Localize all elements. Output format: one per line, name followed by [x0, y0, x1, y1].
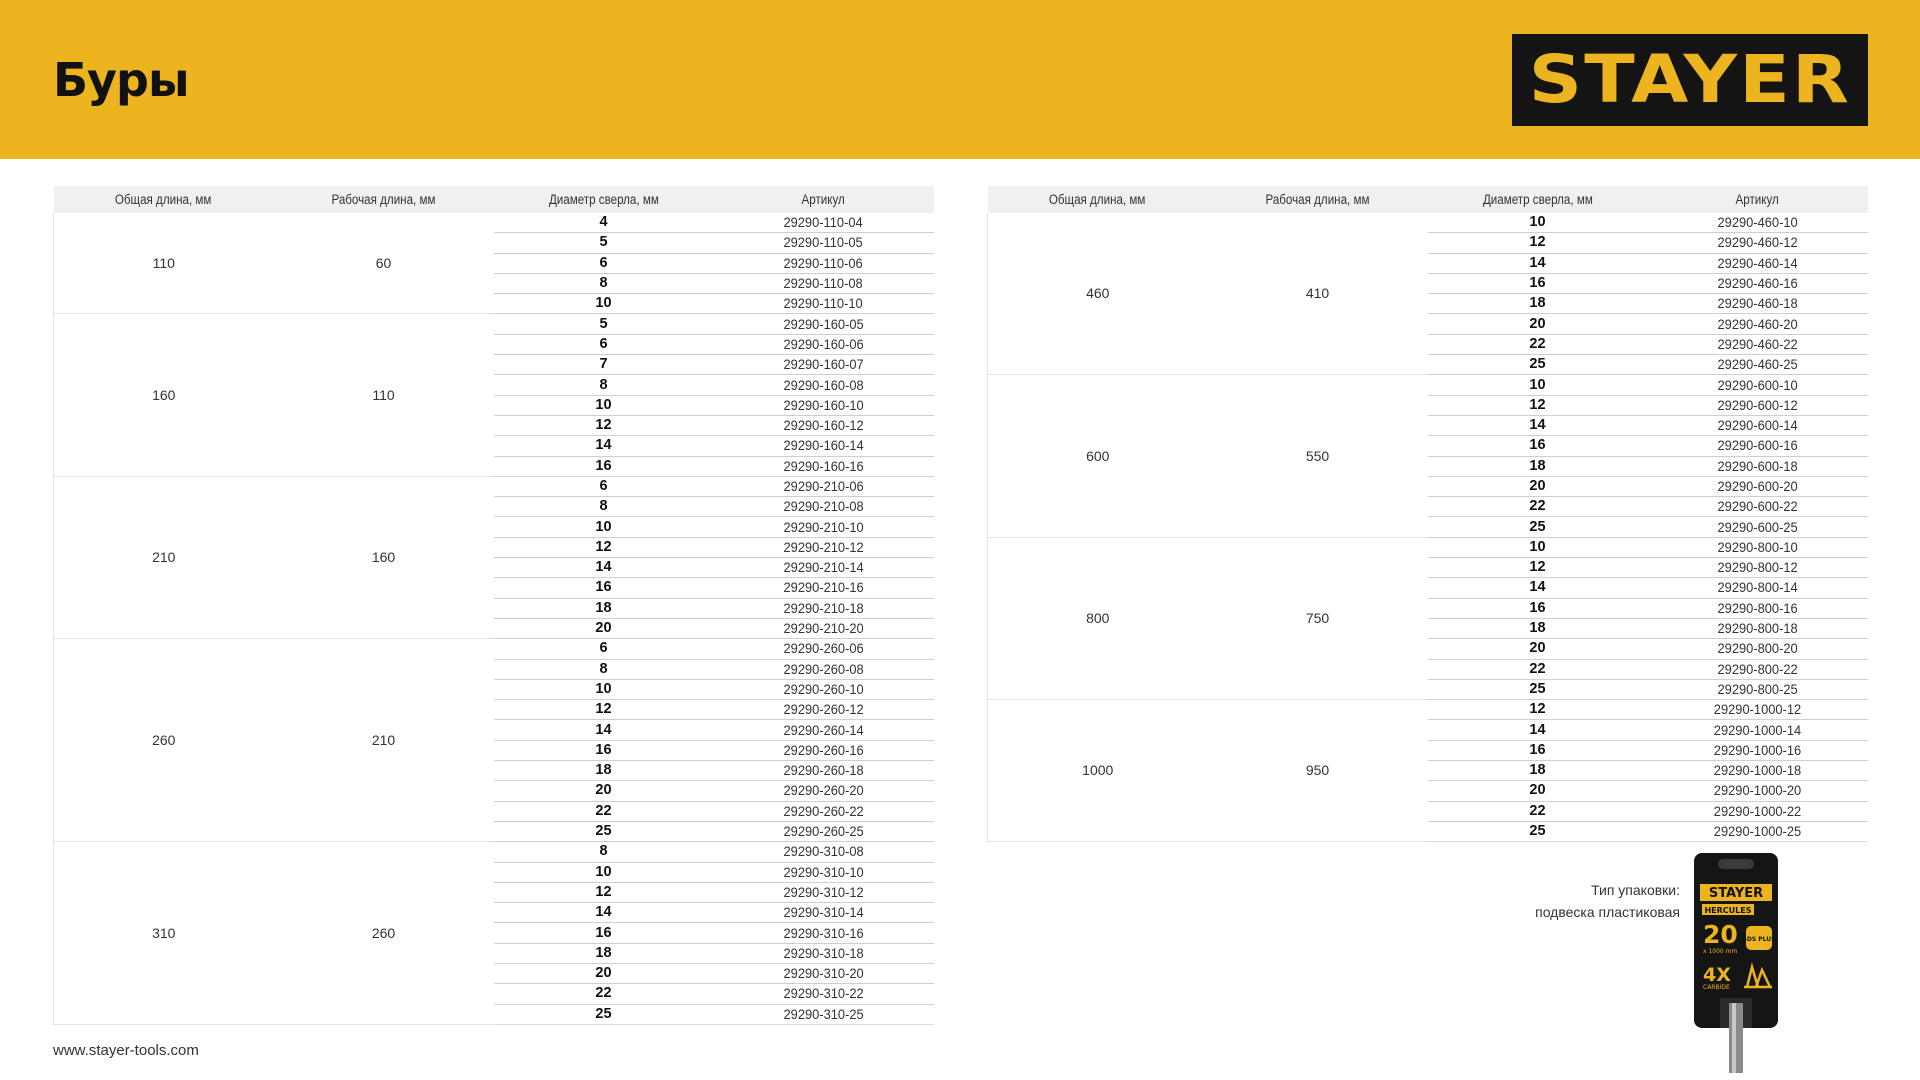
diameter-cell: 16: [1428, 436, 1648, 456]
diameter-cell: 8: [494, 375, 714, 395]
column-header-total-length: Общая длина, мм: [988, 186, 1208, 213]
diameter-cell: 10: [494, 517, 714, 537]
article-cell: [714, 679, 934, 699]
diameter-cell: 14: [1428, 578, 1648, 598]
article-number: 29290-460-14: [1717, 254, 1798, 271]
diameter-cell: 8: [494, 497, 714, 517]
article-cell: [1648, 700, 1868, 720]
article-cell: [1648, 273, 1868, 293]
package-brand-text: STAYER: [1708, 886, 1764, 901]
article-cell: [1648, 436, 1868, 456]
diameter-cell: 14: [494, 436, 714, 456]
package-length-text: x 1000 mm: [1703, 948, 1738, 955]
brand-logo-text: STAYER: [1528, 41, 1852, 118]
working-length-cell: 60: [274, 213, 494, 314]
article-number: 29290-800-10: [1717, 538, 1798, 555]
article-number: 29290-460-25: [1717, 356, 1798, 373]
article-number: 29290-460-12: [1717, 234, 1798, 251]
article-number: 29290-310-22: [783, 985, 864, 1002]
diameter-cell: 12: [1428, 558, 1648, 578]
article-cell: [714, 456, 934, 476]
article-cell: [1648, 355, 1868, 375]
article-number: 29290-800-22: [1717, 660, 1798, 677]
article-cell: [1648, 375, 1868, 395]
table-row: [988, 213, 1868, 233]
working-length-cell: 550: [1208, 375, 1428, 537]
article-number: 29290-1000-18: [1713, 762, 1802, 779]
article-number: 29290-310-14: [783, 904, 864, 921]
diameter-cell: 12: [494, 700, 714, 720]
article-number: 29290-160-08: [783, 376, 864, 393]
article-cell: [714, 537, 934, 557]
diameter-cell: 14: [1428, 415, 1648, 435]
article-number: 29290-260-20: [783, 782, 864, 799]
article-cell: [1648, 801, 1868, 821]
article-number: 29290-210-10: [783, 518, 864, 535]
total-length-cell: 210: [54, 476, 274, 638]
article-cell: [714, 882, 934, 902]
article-cell: [1648, 821, 1868, 841]
working-length-cell: 750: [1208, 537, 1428, 699]
diameter-cell: 12: [494, 415, 714, 435]
diameter-cell: 25: [1428, 517, 1648, 537]
article-cell: [1648, 476, 1868, 496]
article-cell: [714, 334, 934, 354]
diameter-cell: 25: [494, 821, 714, 841]
diameter-cell: 18: [1428, 761, 1648, 781]
diameter-cell: 20: [494, 781, 714, 801]
diameter-cell: 10: [494, 395, 714, 415]
article-number: 29290-260-12: [783, 701, 864, 718]
article-number: 29290-260-10: [783, 680, 864, 697]
diameter-cell: 14: [494, 903, 714, 923]
article-cell: [714, 1004, 934, 1024]
table-row: [54, 213, 934, 233]
diameter-cell: 22: [494, 984, 714, 1004]
article-cell: [714, 821, 934, 841]
article-cell: [714, 375, 934, 395]
article-number: 29290-800-20: [1717, 640, 1798, 657]
article-cell: [1648, 415, 1868, 435]
working-length-cell: 210: [274, 639, 494, 842]
article-number: 29290-260-22: [783, 802, 864, 819]
article-cell: [714, 659, 934, 679]
blister-package-image: [1692, 853, 1780, 1073]
diameter-cell: 20: [1428, 314, 1648, 334]
article-cell: [1648, 781, 1868, 801]
packaging-type-title: Тип упаковки:: [1591, 882, 1680, 898]
article-number: 29290-1000-22: [1713, 802, 1802, 819]
diameter-cell: 5: [494, 233, 714, 253]
article-cell: [714, 903, 934, 923]
diameter-cell: 12: [1428, 233, 1648, 253]
article-cell: [1648, 456, 1868, 476]
diameter-cell: 16: [1428, 273, 1648, 293]
article-number: 29290-600-22: [1717, 498, 1798, 515]
article-number: 29290-110-05: [783, 234, 864, 251]
article-cell: [1648, 497, 1868, 517]
column-header-working-length: Рабочая длина, мм: [1208, 186, 1428, 213]
article-cell: [714, 415, 934, 435]
article-cell: [714, 314, 934, 334]
article-number: 29290-600-16: [1717, 437, 1798, 454]
article-cell: [714, 476, 934, 496]
article-cell: [1648, 740, 1868, 760]
diameter-cell: 4: [494, 213, 714, 233]
header-banner: [0, 0, 1920, 159]
diameter-cell: 8: [494, 273, 714, 293]
working-length-cell: 950: [1208, 700, 1428, 842]
article-number: 29290-310-12: [783, 883, 864, 900]
diameter-cell: 10: [1428, 213, 1648, 233]
article-cell: [1648, 314, 1868, 334]
diameter-cell: 20: [1428, 639, 1648, 659]
diameter-cell: 10: [494, 862, 714, 882]
article-cell: [714, 558, 934, 578]
working-length-cell: 110: [274, 314, 494, 476]
article-cell: [1648, 659, 1868, 679]
article-cell: [714, 497, 934, 517]
article-number: 29290-600-10: [1717, 376, 1798, 393]
article-number: 29290-460-16: [1717, 275, 1798, 292]
package-shank-text: SDS PLUS: [1742, 936, 1776, 943]
diameter-cell: 8: [494, 659, 714, 679]
article-number: 29290-600-20: [1717, 478, 1798, 494]
column-header-diameter: Диаметр сверла, мм: [1428, 186, 1648, 213]
total-length-cell: 110: [54, 213, 274, 314]
working-length-cell: 410: [1208, 213, 1428, 375]
diameter-cell: 18: [1428, 294, 1648, 314]
table-row: [54, 476, 934, 496]
article-cell: [1648, 618, 1868, 638]
diameter-cell: 18: [494, 598, 714, 618]
packaging-type-value: подвеска пластиковая: [1535, 904, 1680, 920]
working-length-cell: 160: [274, 476, 494, 638]
diameter-cell: 22: [1428, 801, 1648, 821]
hang-hole: [1718, 859, 1754, 869]
diameter-cell: 25: [494, 1004, 714, 1024]
diameter-cell: 22: [1428, 497, 1648, 517]
article-cell: [1648, 679, 1868, 699]
drill-spec-table-left: [53, 186, 934, 1025]
table-row: [54, 639, 934, 659]
article-cell: [714, 984, 934, 1004]
article-number: 29290-160-14: [783, 437, 864, 454]
article-number: 29290-310-10: [783, 863, 864, 880]
article-number: 29290-110-06: [783, 254, 864, 271]
article-cell: [714, 801, 934, 821]
diameter-cell: 14: [1428, 720, 1648, 740]
article-cell: [714, 700, 934, 720]
article-number: 29290-800-14: [1717, 579, 1798, 596]
total-length-cell: 800: [988, 537, 1208, 699]
article-number: 29290-110-08: [783, 275, 864, 292]
article-number: 29290-210-20: [783, 620, 864, 637]
article-cell: [714, 943, 934, 963]
drill-shank-highlight: [1732, 1003, 1736, 1073]
diameter-cell: 16: [1428, 740, 1648, 760]
packaging-type-label: [1480, 879, 1680, 923]
diameter-cell: 20: [494, 963, 714, 983]
total-length-cell: 600: [988, 375, 1208, 537]
diameter-cell: 18: [1428, 618, 1648, 638]
article-number: 29290-310-18: [783, 944, 864, 961]
article-cell: [1648, 253, 1868, 273]
article-number: 29290-160-07: [783, 356, 864, 373]
article-cell: [1648, 598, 1868, 618]
diameter-cell: 12: [494, 882, 714, 902]
article-number: 29290-260-16: [783, 741, 864, 758]
total-length-cell: 1000: [988, 700, 1208, 842]
article-cell: [714, 517, 934, 537]
article-cell: [1648, 294, 1868, 314]
article-number: 29290-260-08: [783, 660, 864, 677]
diameter-cell: 18: [1428, 456, 1648, 476]
table-row: [988, 537, 1868, 557]
diameter-cell: 22: [1428, 334, 1648, 354]
article-cell: [714, 355, 934, 375]
article-cell: [714, 740, 934, 760]
table-row: [988, 700, 1868, 720]
article-number: 29290-460-18: [1717, 295, 1798, 312]
article-cell: [714, 618, 934, 638]
article-cell: [1648, 233, 1868, 253]
article-number: 29290-260-25: [783, 823, 864, 840]
article-number: 29290-210-08: [783, 498, 864, 515]
table-row: [988, 375, 1868, 395]
package-cutters-text: 4X: [1703, 964, 1731, 986]
article-number: 29290-1000-25: [1713, 823, 1802, 840]
article-number: 29290-310-25: [783, 1005, 864, 1022]
article-cell: [1648, 578, 1868, 598]
article-cell: [714, 842, 934, 862]
article-cell: [714, 253, 934, 273]
column-header-diameter: Диаметр сверла, мм: [494, 186, 714, 213]
article-number: 29290-210-18: [783, 599, 864, 616]
diameter-cell: 18: [494, 761, 714, 781]
diameter-cell: 20: [1428, 476, 1648, 496]
article-cell: [714, 436, 934, 456]
article-cell: [1648, 213, 1868, 233]
table-row: [54, 842, 934, 862]
article-number: 29290-460-22: [1717, 335, 1798, 352]
diameter-cell: 10: [494, 294, 714, 314]
package-carbide-text: CARBIDE: [1703, 984, 1730, 991]
article-number: 29290-600-12: [1717, 396, 1798, 413]
table-header-row: [54, 186, 934, 213]
article-cell: [714, 273, 934, 293]
article-number: 29290-310-20: [783, 965, 864, 982]
article-cell: [714, 233, 934, 253]
article-number: 29290-800-25: [1717, 680, 1798, 697]
diameter-cell: 10: [1428, 375, 1648, 395]
diameter-cell: 20: [494, 618, 714, 638]
article-cell: [1648, 537, 1868, 557]
article-cell: [714, 213, 934, 233]
diameter-cell: 16: [494, 923, 714, 943]
diameter-cell: 12: [1428, 395, 1648, 415]
diameter-cell: 6: [494, 334, 714, 354]
package-series-text: HERCULES: [1704, 906, 1752, 915]
article-cell: [714, 578, 934, 598]
article-number: 29290-310-08: [783, 843, 864, 860]
total-length-cell: 160: [54, 314, 274, 476]
article-number: 29290-160-05: [783, 315, 864, 332]
article-number: 29290-800-18: [1717, 620, 1798, 637]
article-number: 29290-600-25: [1717, 518, 1798, 535]
article-number: 29290-1000-16: [1713, 741, 1802, 758]
article-cell: [1648, 517, 1868, 537]
article-cell: [714, 598, 934, 618]
article-cell: [714, 781, 934, 801]
article-number: 29290-1000-20: [1713, 782, 1802, 799]
article-cell: [714, 963, 934, 983]
article-cell: [1648, 334, 1868, 354]
article-number: 29290-160-10: [783, 396, 864, 413]
diameter-cell: 12: [1428, 700, 1648, 720]
diameter-cell: 6: [494, 253, 714, 273]
total-length-cell: 310: [54, 842, 274, 1025]
diameter-cell: 6: [494, 639, 714, 659]
diameter-cell: 14: [494, 558, 714, 578]
article-number: 29290-600-18: [1717, 457, 1798, 474]
column-header-article: Артикул: [714, 186, 934, 213]
diameter-cell: 12: [494, 537, 714, 557]
article-number: 29290-210-12: [783, 538, 864, 555]
total-length-cell: 260: [54, 639, 274, 842]
diameter-cell: 7: [494, 355, 714, 375]
working-length-cell: 260: [274, 842, 494, 1025]
table-header-row: [988, 186, 1868, 213]
diameter-cell: 6: [494, 476, 714, 496]
total-length-cell: 460: [988, 213, 1208, 375]
article-number: 29290-1000-14: [1713, 721, 1802, 738]
article-number: 29290-460-20: [1717, 315, 1798, 332]
article-cell: [714, 761, 934, 781]
article-cell: [1648, 395, 1868, 415]
diameter-cell: 14: [1428, 253, 1648, 273]
article-number: 29290-1000-12: [1713, 701, 1802, 718]
diameter-cell: 25: [1428, 355, 1648, 375]
article-number: 29290-260-14: [783, 721, 864, 738]
article-number: 29290-210-14: [783, 559, 864, 576]
diameter-cell: 18: [494, 943, 714, 963]
article-number: 29290-800-16: [1717, 599, 1798, 616]
diameter-cell: 16: [494, 456, 714, 476]
article-number: 29290-310-16: [783, 924, 864, 941]
diameter-cell: 16: [494, 740, 714, 760]
diameter-cell: 10: [1428, 537, 1648, 557]
article-number: 29290-600-14: [1717, 417, 1798, 434]
diameter-cell: 22: [494, 801, 714, 821]
article-number: 29290-110-04: [783, 214, 864, 231]
article-cell: [1648, 639, 1868, 659]
article-cell: [714, 923, 934, 943]
diameter-cell: 20: [1428, 781, 1648, 801]
diameter-cell: 16: [1428, 598, 1648, 618]
page-title: Буры: [53, 53, 189, 107]
article-number: 29290-210-06: [783, 478, 864, 494]
diameter-cell: 8: [494, 842, 714, 862]
diameter-cell: 10: [494, 679, 714, 699]
table-row: [54, 314, 934, 334]
footer-website: www.stayer-tools.com: [53, 1042, 199, 1059]
diameter-cell: 22: [1428, 659, 1648, 679]
article-cell: [714, 639, 934, 659]
column-header-article: Артикул: [1648, 186, 1868, 213]
article-cell: [714, 862, 934, 882]
article-number: 29290-110-10: [783, 295, 864, 312]
diameter-cell: 5: [494, 314, 714, 334]
article-number: 29290-160-16: [783, 457, 864, 474]
article-number: 29290-210-16: [783, 579, 864, 596]
article-number: 29290-160-12: [783, 417, 864, 434]
article-cell: [714, 395, 934, 415]
article-number: 29290-460-10: [1717, 214, 1798, 231]
package-diameter-text: 20: [1703, 920, 1738, 949]
drill-spec-table-right: [987, 186, 1868, 842]
article-cell: [1648, 558, 1868, 578]
diameter-cell: 14: [494, 720, 714, 740]
article-number: 29290-800-12: [1717, 559, 1798, 576]
article-cell: [714, 294, 934, 314]
article-cell: [1648, 761, 1868, 781]
article-cell: [714, 720, 934, 740]
article-number: 29290-160-06: [783, 335, 864, 352]
article-cell: [1648, 720, 1868, 740]
article-number: 29290-260-06: [783, 640, 864, 657]
brand-logo: [1512, 34, 1868, 126]
diameter-cell: 16: [494, 578, 714, 598]
column-header-working-length: Рабочая длина, мм: [274, 186, 494, 213]
column-header-total-length: Общая длина, мм: [54, 186, 274, 213]
diameter-cell: 25: [1428, 821, 1648, 841]
diameter-cell: 25: [1428, 679, 1648, 699]
article-number: 29290-260-18: [783, 762, 864, 779]
